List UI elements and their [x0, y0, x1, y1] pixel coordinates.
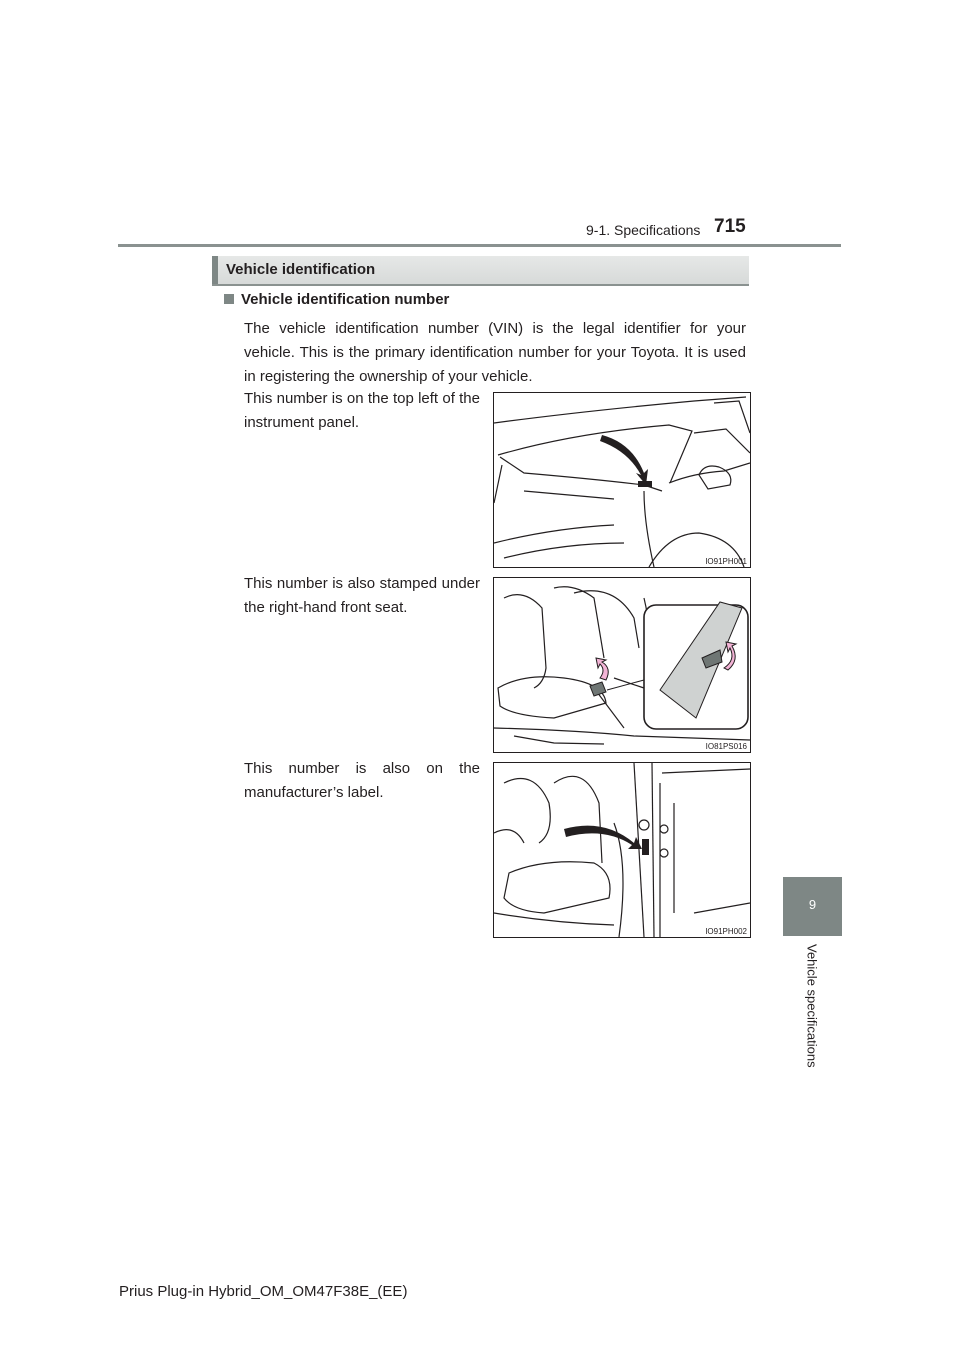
instrument-panel-illustration: [494, 393, 750, 567]
manufacturer-label-illustration: [494, 763, 750, 937]
figure-front-seat: [493, 577, 751, 753]
location-caption-3: This number is also on the manufacturer’s label.: [244, 760, 480, 801]
location-caption-1: This number is on the top left of the instrument panel.: [244, 390, 480, 431]
page-number: 715: [714, 216, 746, 237]
subsection-heading: [224, 291, 449, 308]
chapter-tab[interactable]: [783, 877, 842, 936]
header-divider: [118, 244, 841, 247]
location-caption-2: This number is also stamped under the right-hand front seat.: [244, 575, 480, 616]
figure-instrument-panel: [493, 392, 751, 568]
footer-document-id: Prius Plug-in Hybrid_OM_OM47F38E_(EE): [119, 1283, 408, 1300]
front-seat-illustration: [494, 578, 750, 752]
header-section-title: 9-1. Specifications: [586, 222, 701, 238]
vin-description: The vehicle identification number (VIN) is the legal identifier for your vehicle. This is the primary identification number for your Toyota. It is used in registering the ownership of your vehicle.: [244, 320, 746, 385]
square-bullet-icon: [224, 294, 234, 304]
section-heading-bar: [212, 256, 749, 286]
figure-code-2: IO81PS016: [705, 742, 747, 751]
section-title: Vehicle identification: [226, 261, 376, 278]
figure-manufacturer-label: [493, 762, 751, 938]
chapter-side-label: [801, 944, 823, 1094]
subsection-title: Vehicle identification number: [241, 291, 450, 308]
figure-code-3: IO91PH002: [705, 927, 747, 936]
chapter-number: 9: [808, 897, 817, 912]
figure-code-1: IO91PH001: [705, 557, 747, 566]
chapter-title: Vehicle specifications: [804, 944, 820, 1068]
